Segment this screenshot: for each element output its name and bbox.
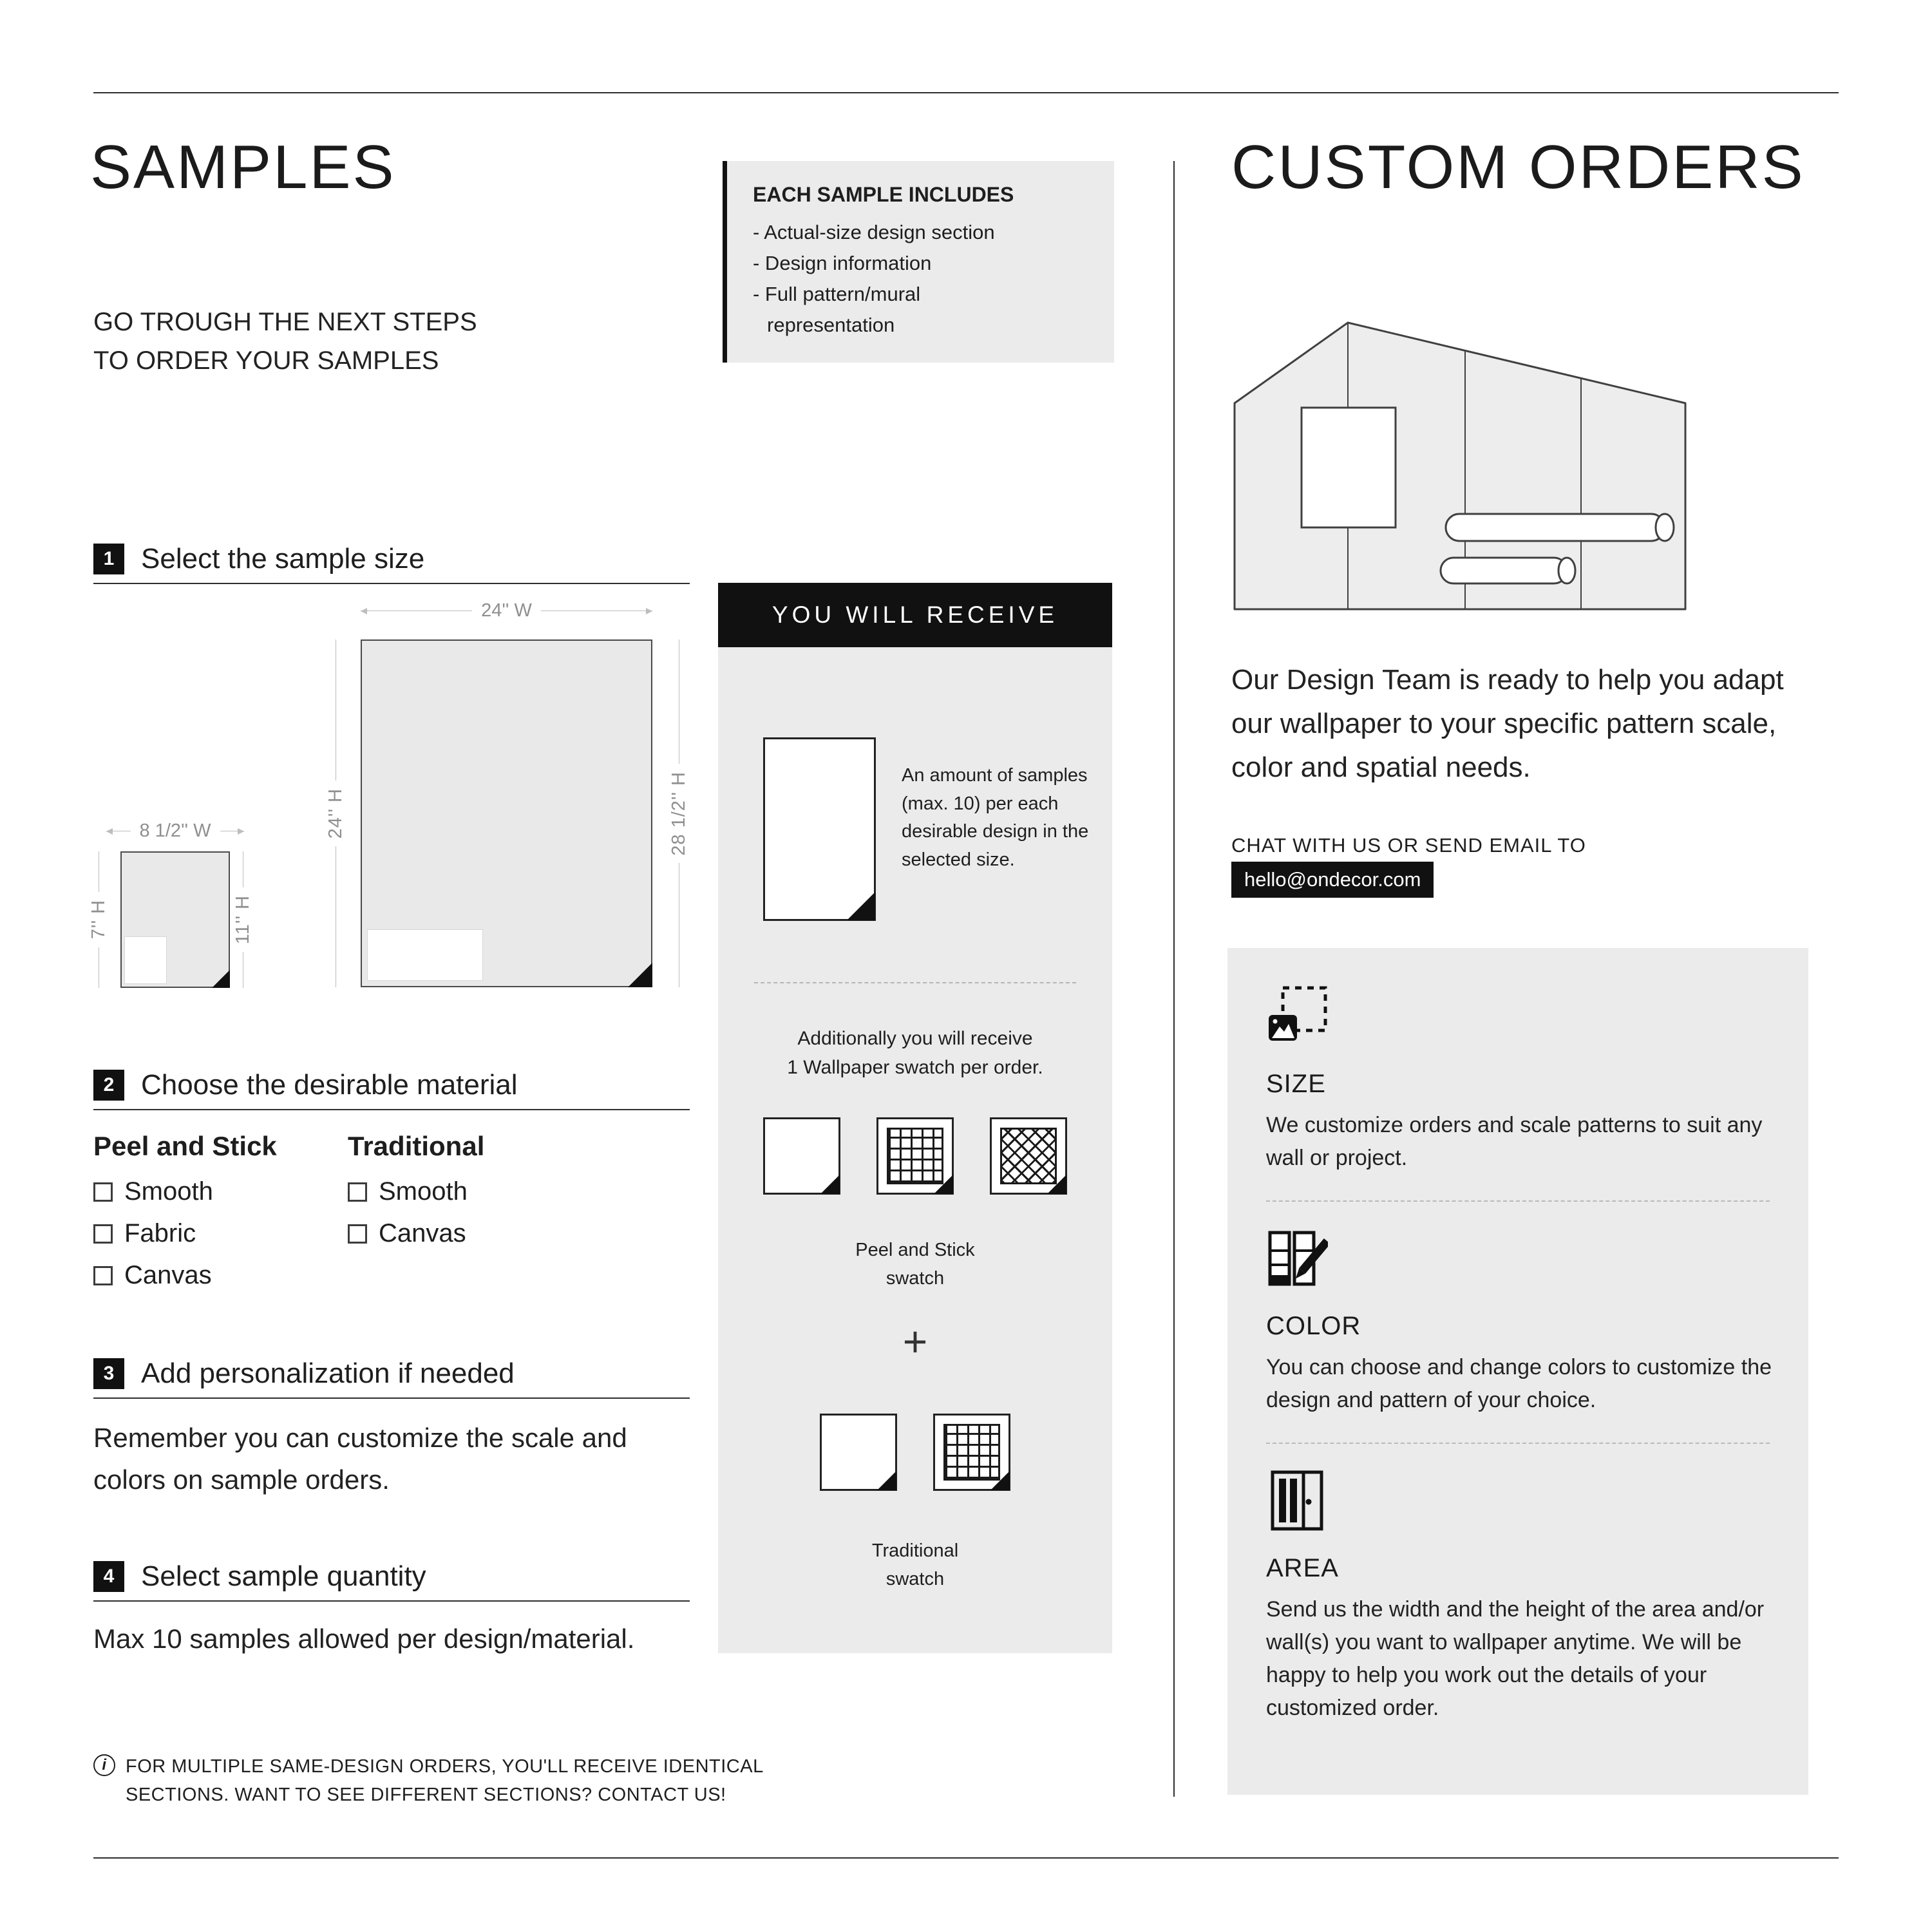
you-will-receive-header: [718, 583, 1112, 647]
sample-size-diagram: [88, 599, 724, 1011]
large-width-label: 24'' W: [481, 600, 532, 621]
additional-line2: 1 Wallpaper swatch per order.: [787, 1057, 1043, 1078]
you-will-receive-title: YOU WILL RECEIVE: [772, 601, 1059, 628]
step-3-underline: [93, 1397, 690, 1399]
material-option-label: Smooth: [124, 1177, 213, 1206]
checkbox-icon[interactable]: [348, 1182, 367, 1202]
feature-size: [1266, 985, 1770, 1175]
samples-intro: [93, 303, 477, 380]
step-4-title: Select sample quantity: [141, 1560, 426, 1592]
small-width-dimension: [106, 820, 244, 842]
includes-item: representation: [767, 314, 895, 337]
step-2-underline: [93, 1109, 690, 1110]
email-badge[interactable]: hello@ondecor.com: [1231, 862, 1434, 898]
house-wallpaper-illustration: [1233, 321, 1687, 612]
material-column-peel-and-stick: [93, 1131, 277, 1303]
step-4-header: [93, 1560, 426, 1593]
receive-samples-text: An amount of samples (max. 10) per each desirable design in the selected size.: [902, 765, 1089, 870]
feature-area-title: AREA: [1266, 1554, 1339, 1582]
page-fold-icon: [1047, 1175, 1066, 1194]
material-option-trad-canvas[interactable]: [348, 1219, 484, 1248]
traditional-swatch-label: [718, 1537, 1112, 1593]
feature-color-title: COLOR: [1266, 1312, 1361, 1340]
page-fold-icon: [628, 963, 652, 987]
peel-label-line1: Peel and Stick: [855, 1240, 975, 1260]
house-illustration-svg: [1233, 321, 1687, 612]
large-width-dimension: [361, 600, 652, 621]
page-fold-icon: [877, 1471, 896, 1490]
footnote-line1: FOR MULTIPLE SAME-DESIGN ORDERS, YOU'LL RECEIVE IDENTICAL: [126, 1756, 764, 1777]
top-rule: [93, 92, 1839, 93]
step-2-number: 2: [93, 1070, 124, 1101]
step-1-number: 1: [93, 544, 124, 574]
large-sample-rect: [361, 639, 652, 987]
additional-line1: Additionally you will receive: [797, 1028, 1033, 1049]
size-icon: [1266, 985, 1328, 1047]
grid-swatch-icon: [933, 1414, 1010, 1491]
feature-color-text: You can choose and change colors to customize the design and pattern of your choice.: [1266, 1355, 1772, 1412]
material-option-label: Canvas: [379, 1219, 466, 1247]
material-option-peel-smooth[interactable]: [93, 1177, 277, 1206]
plus-sign: +: [902, 1318, 928, 1365]
traditional-swatch-row: [718, 1414, 1112, 1491]
sample-page-icon: [763, 737, 876, 921]
step-3-title: Add personalization if needed: [141, 1358, 515, 1389]
footnote-text: [126, 1753, 764, 1809]
large-left-height-dimension: [323, 639, 348, 987]
step-1-underline: [93, 583, 690, 584]
crosshatch-swatch-icon: [990, 1117, 1067, 1195]
page-fold-icon: [847, 892, 875, 920]
area-icon: [1266, 1470, 1328, 1531]
column-divider: [1173, 161, 1175, 1797]
plain-swatch-icon: [820, 1414, 897, 1491]
material-option-peel-canvas[interactable]: [93, 1261, 277, 1290]
feature-divider: [1266, 1200, 1770, 1202]
includes-item: - Full pattern/mural: [753, 283, 921, 306]
chat-label: CHAT WITH US OR SEND EMAIL TO: [1231, 834, 1586, 857]
receive-divider: [754, 982, 1076, 983]
material-option-label: Canvas: [124, 1261, 212, 1289]
page-fold-icon: [820, 1175, 840, 1194]
large-right-height-dimension: [665, 639, 693, 987]
material-option-label: Smooth: [379, 1177, 468, 1206]
page-fold-icon: [212, 970, 230, 988]
custom-orders-title: CUSTOM ORDERS: [1231, 133, 1805, 202]
material-col1-title: Peel and Stick: [93, 1131, 277, 1161]
custom-features-panel: [1227, 948, 1808, 1795]
material-column-traditional: [348, 1131, 484, 1261]
step-2-title: Choose the desirable material: [141, 1069, 518, 1101]
peel-swatch-label: [718, 1236, 1112, 1293]
large-right-height-label: 28 1/2'' H: [668, 771, 689, 856]
small-left-height-label: 7'' H: [88, 900, 109, 940]
samples-intro-line2: TO ORDER YOUR SAMPLES: [93, 346, 439, 375]
grid-swatch-icon: [876, 1117, 954, 1195]
step-3-header: [93, 1358, 515, 1390]
feature-color: [1266, 1227, 1770, 1417]
feature-size-title: SIZE: [1266, 1070, 1326, 1098]
quantity-text: Max 10 samples allowed per design/material.: [93, 1624, 635, 1654]
custom-intro-text: Our Design Team is ready to help you adapt our wallpaper to your specific pattern scale, color and spatial needs.: [1231, 664, 1784, 784]
feature-area: [1266, 1470, 1770, 1725]
email-badge-wrap: [1231, 862, 1434, 898]
material-option-trad-smooth[interactable]: [348, 1177, 484, 1206]
step-1-header: [93, 543, 424, 575]
traditional-label-line2: swatch: [886, 1568, 945, 1589]
color-icon: [1266, 1227, 1328, 1289]
feature-area-text: Send us the width and the height of the area and/or wall(s) you want to wallpaper anytime. We will be happy to help you work out the details of your customized order.: [1266, 1597, 1765, 1720]
includes-item: - Actual-size design section: [753, 221, 995, 243]
small-width-label: 8 1/2'' W: [139, 820, 211, 841]
small-left-height-dimension: [86, 851, 111, 988]
samples-title: SAMPLES: [90, 133, 396, 202]
info-icon: i: [93, 1754, 115, 1776]
small-right-height-dimension: [230, 851, 256, 988]
footnote-line2: SECTIONS. WANT TO SEE DIFFERENT SECTIONS? CONTACT US!: [126, 1784, 726, 1805]
step-4-number: 4: [93, 1561, 124, 1592]
step-2-header: [93, 1069, 518, 1101]
material-col2-title: Traditional: [348, 1131, 485, 1161]
checkbox-icon[interactable]: [93, 1266, 113, 1285]
sample-section-overlay: [124, 936, 167, 984]
small-right-height-label: 11'' H: [232, 895, 253, 945]
receive-additional-text: [718, 1024, 1112, 1082]
step-4-underline: [93, 1600, 690, 1602]
includes-item: - Design information: [753, 252, 932, 275]
step-3-number: 3: [93, 1358, 124, 1389]
checkbox-icon[interactable]: [348, 1224, 367, 1244]
peel-swatch-row: [718, 1117, 1112, 1195]
each-sample-includes-box: [723, 161, 1114, 363]
footnote: [93, 1753, 879, 1809]
bottom-rule: [93, 1857, 1839, 1859]
includes-title: EACH SAMPLE INCLUDES: [753, 183, 1014, 206]
page-fold-icon: [934, 1175, 953, 1194]
page-fold-icon: [990, 1471, 1010, 1490]
feature-divider: [1266, 1443, 1770, 1444]
samples-intro-line1: GO TROUGH THE NEXT STEPS: [93, 308, 477, 336]
checkbox-icon[interactable]: [93, 1182, 113, 1202]
material-option-peel-fabric[interactable]: [93, 1219, 277, 1248]
large-left-height-label: 24'' H: [325, 788, 346, 839]
checkbox-icon[interactable]: [93, 1224, 113, 1244]
plain-swatch-icon: [763, 1117, 840, 1195]
traditional-label-line1: Traditional: [871, 1540, 959, 1561]
peel-label-line2: swatch: [886, 1267, 945, 1289]
personalization-text: Remember you can customize the scale and colors on sample orders.: [93, 1423, 627, 1495]
small-sample-rect: [120, 851, 230, 988]
sample-section-overlay: [367, 929, 483, 981]
material-option-label: Fabric: [124, 1219, 196, 1247]
step-1-title: Select the sample size: [141, 543, 425, 574]
feature-size-text: We customize orders and scale patterns to suit any wall or project.: [1266, 1113, 1763, 1170]
you-will-receive-panel: [718, 647, 1112, 1653]
